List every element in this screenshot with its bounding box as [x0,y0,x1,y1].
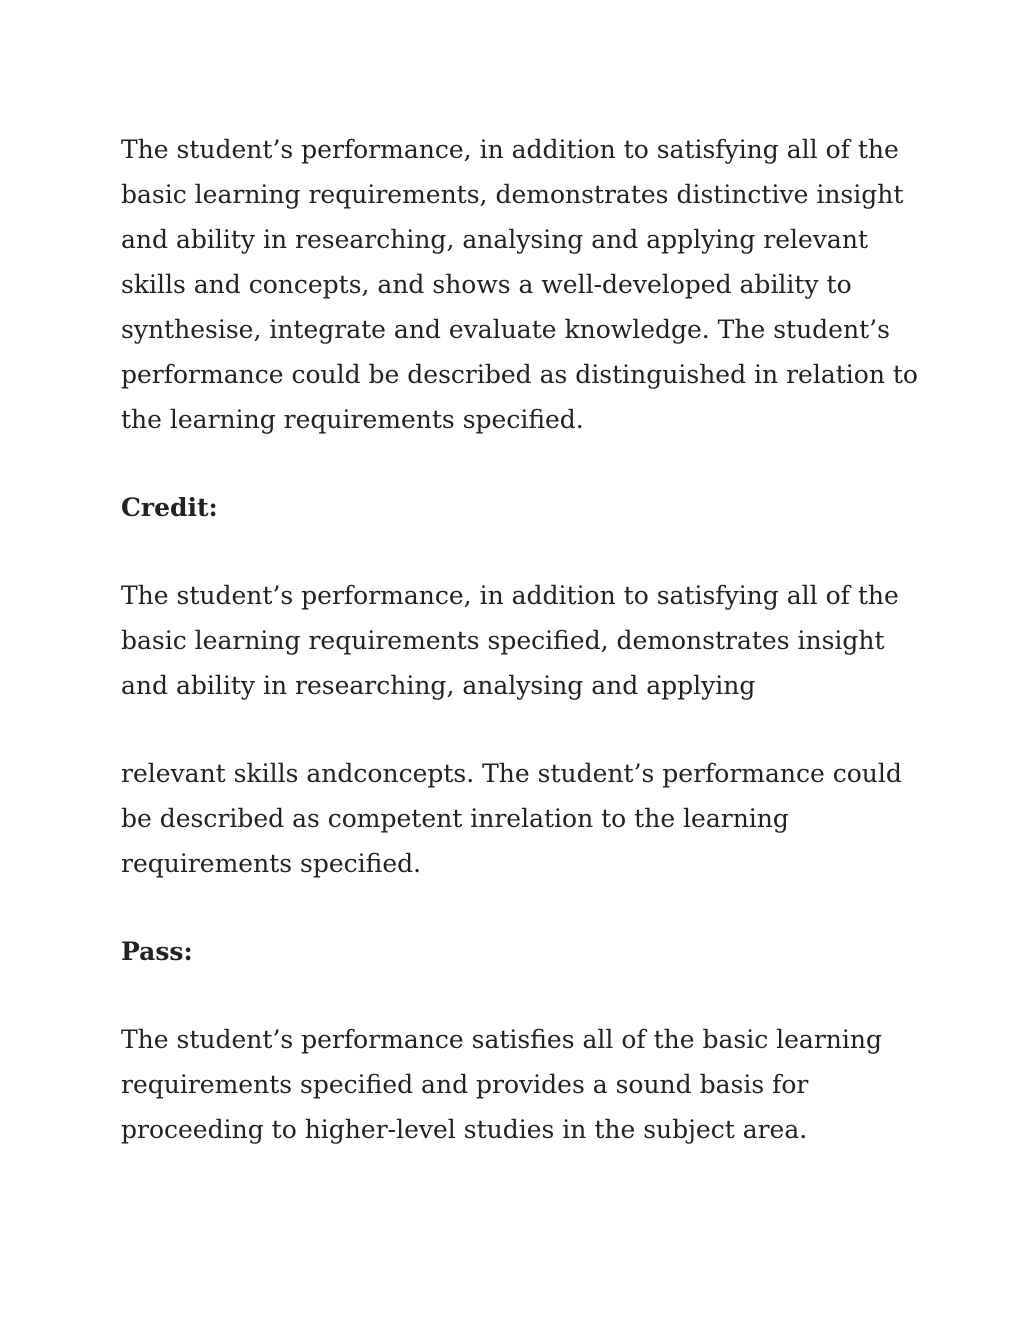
text-line: basic learning requirements specified, demonstrates insight [121,626,885,655]
distinction-description [121,127,918,442]
text-line: and ability in researching, analysing and applying relevant [121,225,868,254]
text-line: proceeding to higher-level studies in the subject area. [121,1115,808,1144]
pass-description [121,1017,911,1152]
text-line: The student’s performance, in addition to satisfying all of the [121,581,899,610]
credit-heading: Credit: [121,493,218,522]
document-page [121,127,918,1195]
credit-description-part2 [121,751,911,886]
text-line: requirements specified and provides a sound basis for [121,1070,809,1099]
text-line: the learning requirements specified. [121,405,584,434]
pass-heading: Pass: [121,937,193,966]
text-line: be described as competent inrelation to the learning [121,804,789,833]
text-line: relevant skills andconcepts. The student’s performance could [121,759,902,788]
text-line: The student’s performance, in addition to satisfying all of the [121,135,899,164]
text-line: basic learning requirements, demonstrates distinctive insight [121,180,904,209]
credit-description-part1 [121,573,911,708]
text-line: requirements specified. [121,849,422,878]
text-line: and ability in researching, analysing and applying [121,671,756,700]
text-line: performance could be described as distinguished in relation to [121,360,918,389]
text-line: synthesise, integrate and evaluate knowledge. The student’s [121,315,890,344]
text-line: skills and concepts, and shows a well-developed ability to [121,270,852,299]
text-line: The student’s performance satisfies all of the basic learning [121,1025,882,1054]
